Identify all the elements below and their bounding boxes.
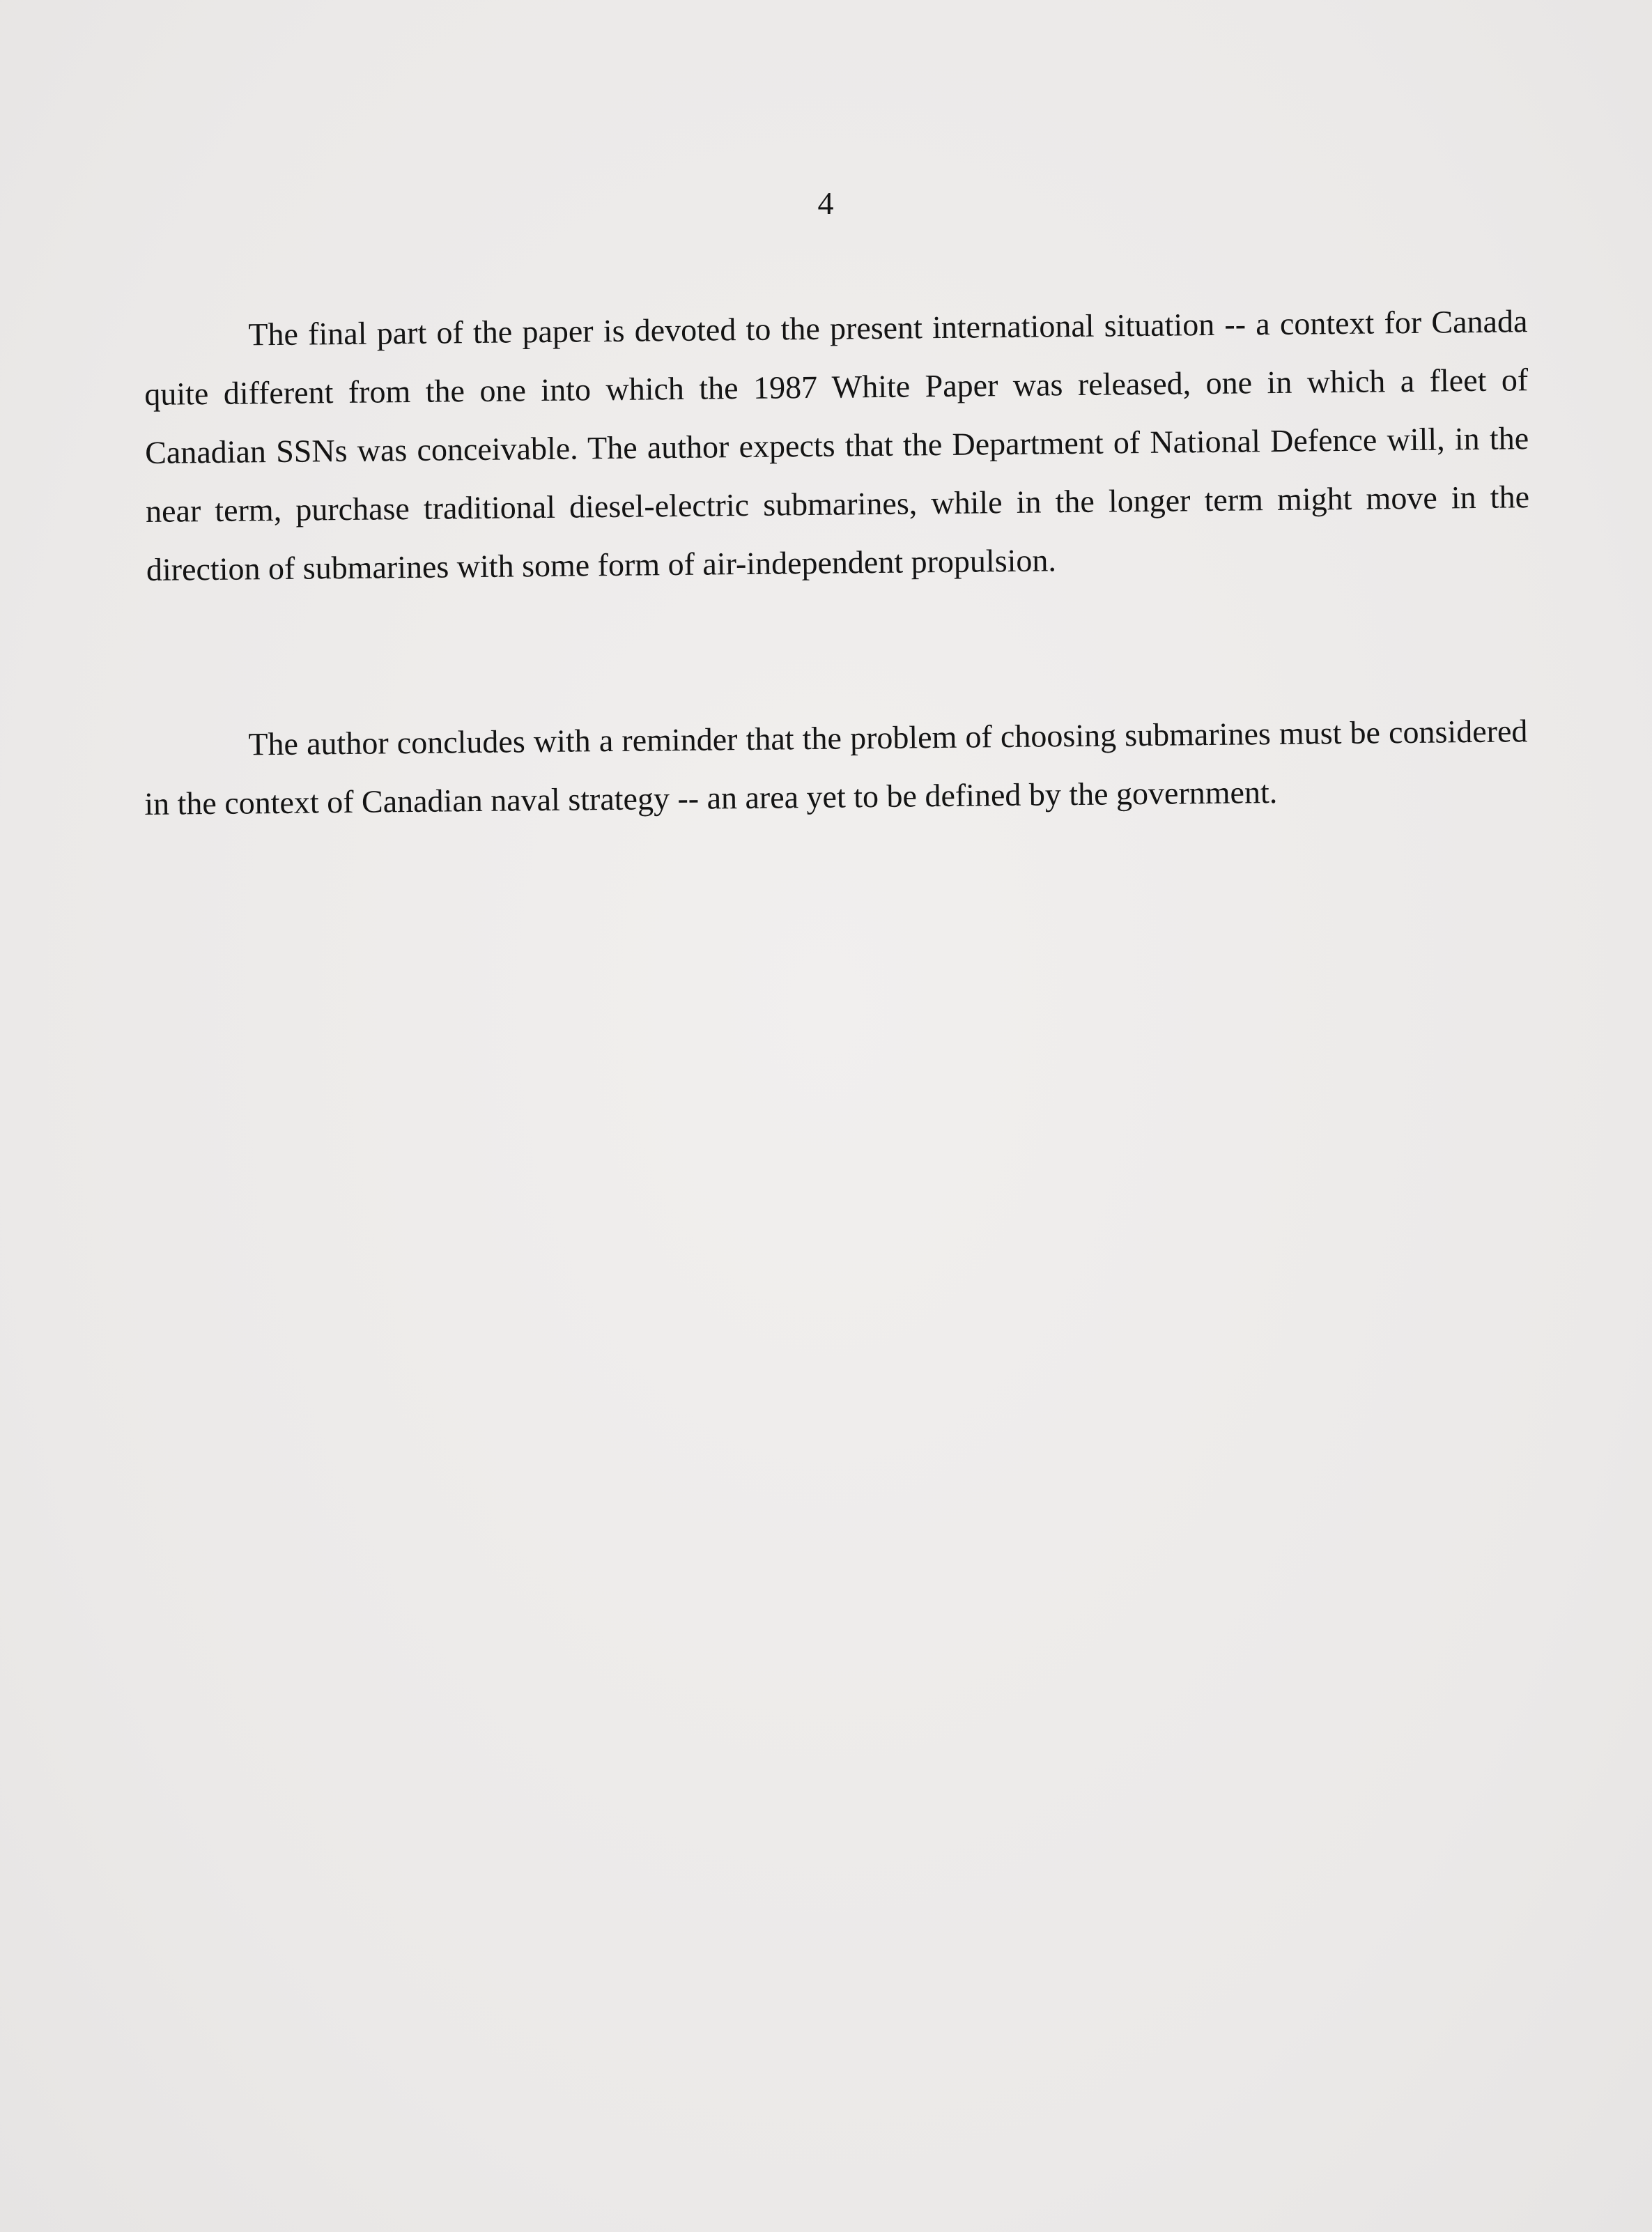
page-number: 4 (817, 185, 834, 221)
paragraph-final-part: The final part of the paper is devoted to the present international situation -- a context for Canada quite different from the one into which the 1987 White Paper was released, one in which a fleet of Canadian SSNs was conceivable. The author expects that the Department of National Defence will, in the near term, purchase traditional diesel-electric submarines, while in the longer term might move in the direction of submarines with some form of air-independent propulsion. (144, 303, 1530, 587)
paragraph-conclusion: The author concludes with a reminder that the problem of choosing submarines must be considered in the context of Canadian naval strategy -- an area yet to be defined by the government. (144, 713, 1528, 822)
